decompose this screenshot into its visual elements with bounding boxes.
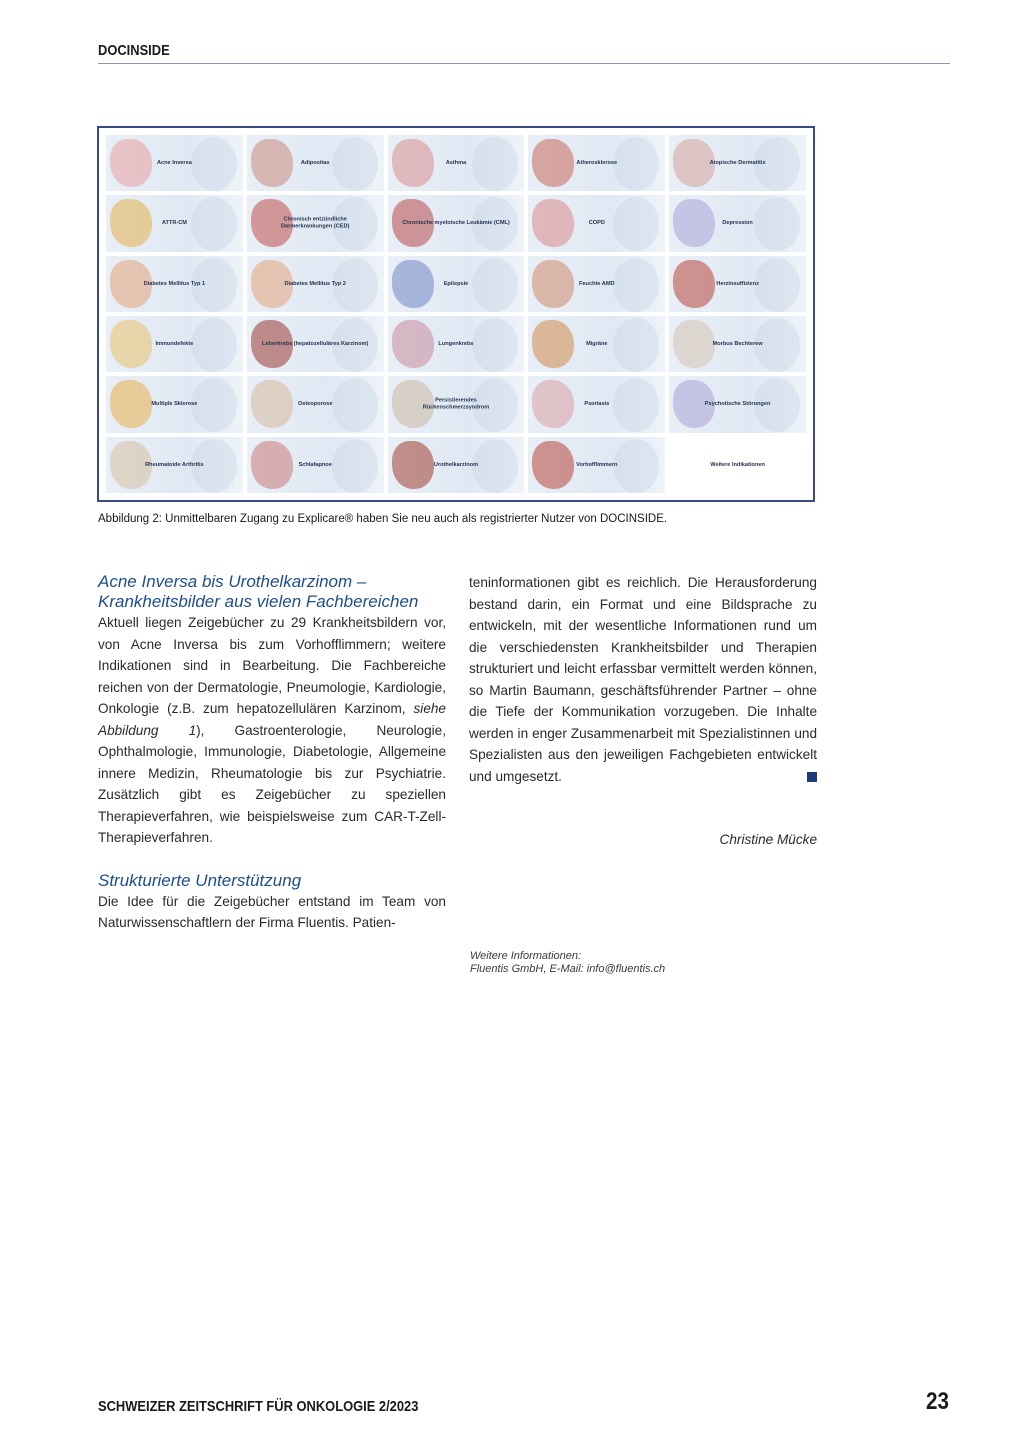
tile-label: Lungenkrebs — [438, 340, 474, 347]
tile-label: Depression — [722, 220, 753, 227]
header-title: DOCINSIDE — [98, 42, 170, 59]
journal-footer: SCHWEIZER ZEITSCHRIFT FÜR ONKOLOGIE 2/2023 — [98, 1398, 419, 1415]
tile-label: Vorhofflimmern — [576, 461, 618, 468]
tile-label: Persistierendes Rückenschmerzsyndrom — [422, 398, 490, 411]
tile-label: Atherosklerose — [576, 159, 618, 166]
tile-label: Feuchte AMD — [579, 280, 615, 287]
tile-grid — [106, 135, 806, 493]
indication-tile[interactable] — [247, 316, 384, 372]
tile-label: Asthma — [445, 159, 467, 166]
author-name: Christine Mücke — [719, 832, 817, 847]
indication-tile[interactable] — [106, 437, 243, 493]
running-header — [98, 42, 950, 60]
tile-label: Multiple Sklerose — [151, 401, 198, 408]
tile-label: Rheumatoide Arthritis — [145, 461, 204, 468]
indication-tile[interactable] — [669, 135, 806, 191]
tile-label: Epilepsie — [443, 280, 469, 287]
tile-label: Diabetes Mellitus Typ 1 — [143, 280, 206, 287]
tile-label: Urothelkarzinom — [433, 461, 479, 468]
article-column-right — [469, 572, 817, 787]
paragraph-2: Die Idee für die Zeigebücher entstand im Team von Naturwissenschaftlern der Firma Fluentis. Patien- — [98, 893, 446, 930]
indication-tile[interactable] — [669, 437, 806, 493]
tile-label: Herzinsuffizienz — [716, 280, 759, 287]
indication-tile[interactable] — [528, 437, 665, 493]
indication-tile[interactable] — [669, 316, 806, 372]
article-column-left — [98, 572, 446, 934]
paragraph-1-text-a: Aktuell liegen Zeigebücher zu 29 Krankheitsbildern vor, von Acne Inversa bis zum Vorhofflimmern; weitere Indikationen sind in Bearbeitung. Die Fachbereiche reichen von der Dermatologie, Pneumologie, Kardiologie, Onkologie (z.B. zum hepatozellulären Karzinom, — [98, 615, 446, 716]
paragraph-1 — [98, 612, 446, 849]
tile-label: Weitere Indikationen — [710, 461, 765, 468]
indication-tile[interactable] — [106, 376, 243, 432]
tile-label: Migräne — [586, 340, 608, 347]
indication-tile[interactable] — [106, 316, 243, 372]
tile-label: ATTR-CM — [161, 220, 187, 227]
tile-label: Diabetes Mellitus Typ 2 — [284, 280, 346, 287]
indication-tile[interactable] — [247, 256, 384, 312]
tile-label: Osteoporose — [297, 401, 333, 408]
further-info — [470, 950, 818, 976]
indication-tile[interactable] — [388, 316, 525, 372]
tile-label: Schlafapnoe — [298, 461, 332, 468]
indication-tile[interactable] — [247, 195, 384, 251]
indication-tile[interactable] — [528, 195, 665, 251]
indication-tile[interactable] — [528, 135, 665, 191]
tile-label: Chronisch entzündliche Darmerkrankungen (CED) — [281, 217, 350, 230]
indication-tile[interactable] — [388, 195, 525, 251]
page-number: 23 — [926, 1388, 949, 1415]
section-heading-2: Strukturierte Unterstützung — [98, 870, 302, 890]
tile-label: Atopische Dermatitis — [709, 159, 766, 166]
indication-tile[interactable] — [669, 195, 806, 251]
indication-tile[interactable] — [106, 135, 243, 191]
paragraph-3 — [469, 572, 817, 787]
tile-label: Chronische myeloische Leukämie (CML) — [402, 220, 510, 227]
paragraph-3-text: teninformationen gibt es reichlich. Die Herausforderung bestand darin, ein Format und eine Bildsprache zu entwickeln, mit der wesentliche Informationen rund um die verschiedensten Krankheitsbilder und Therapien strukturiert und leicht erfassbar vermittelt werden können, so Martin Baumann, geschäftsführender Partner – ohne die Tiefe der Kommunikation vorzugeben. Die Inhalte werden in enger Zusammenarbeit mit Spezialistinnen und Spezialisten aus den jeweiligen Fachgebieten entwickelt und umgesetzt. — [469, 575, 817, 784]
tile-label: COPD — [588, 220, 605, 227]
indication-tile[interactable] — [388, 437, 525, 493]
indication-tile[interactable] — [247, 376, 384, 432]
indication-tile[interactable] — [669, 376, 806, 432]
figure-reference: siehe Abbildung 1 — [98, 701, 446, 738]
info-line-1: Weitere Informationen: — [470, 950, 582, 962]
section-heading-1: Acne Inversa bis Urothelkarzinom – Krankheitsbilder aus vielen Fachbereichen — [98, 572, 419, 611]
indication-tile[interactable] — [388, 376, 525, 432]
indication-tile[interactable] — [669, 256, 806, 312]
tile-label: Psychotische Störungen — [704, 401, 771, 408]
tile-label: Adipositas — [300, 159, 330, 166]
indication-tile[interactable] — [247, 437, 384, 493]
indication-tile[interactable] — [528, 256, 665, 312]
indication-tile[interactable] — [388, 256, 525, 312]
indication-tile[interactable] — [388, 135, 525, 191]
tile-label: Acne Inversa — [156, 159, 192, 166]
tile-label: Immundefekte — [155, 340, 194, 347]
indication-tile[interactable] — [106, 256, 243, 312]
indication-tile[interactable] — [528, 376, 665, 432]
end-mark-icon — [807, 772, 817, 782]
figure-caption: Abbildung 2: Unmittelbaren Zugang zu Explicare® haben Sie neu auch als registrierter Nutzer von DOCINSIDE. — [98, 513, 668, 525]
indication-tile[interactable] — [528, 316, 665, 372]
tile-label: Psoriasis — [584, 401, 610, 408]
tile-label: Leberkrebs (hepatozelluläres Karzinom) — [262, 340, 369, 347]
tile-label: Morbus Bechterew — [712, 340, 763, 347]
paragraph-1-text-b: ), Gastroenterologie, Neurologie, Ophthalmologie, Immunologie, Diabetologie, Allgemeine innere Medizin, Rheumatologie bis zur Psychiatrie. Zusätzlich gibt es Zeigebücher zu speziellen Therapieverfahren, wie beispielsweise zum CAR-T-Zell-Therapieverfahren. — [98, 722, 447, 845]
figure-indication-grid — [97, 126, 815, 502]
header-rule — [98, 63, 950, 64]
indication-tile[interactable] — [247, 135, 384, 191]
indication-tile[interactable] — [106, 195, 243, 251]
info-line-2: Fluentis GmbH, E-Mail: info@fluentis.ch — [470, 963, 666, 975]
